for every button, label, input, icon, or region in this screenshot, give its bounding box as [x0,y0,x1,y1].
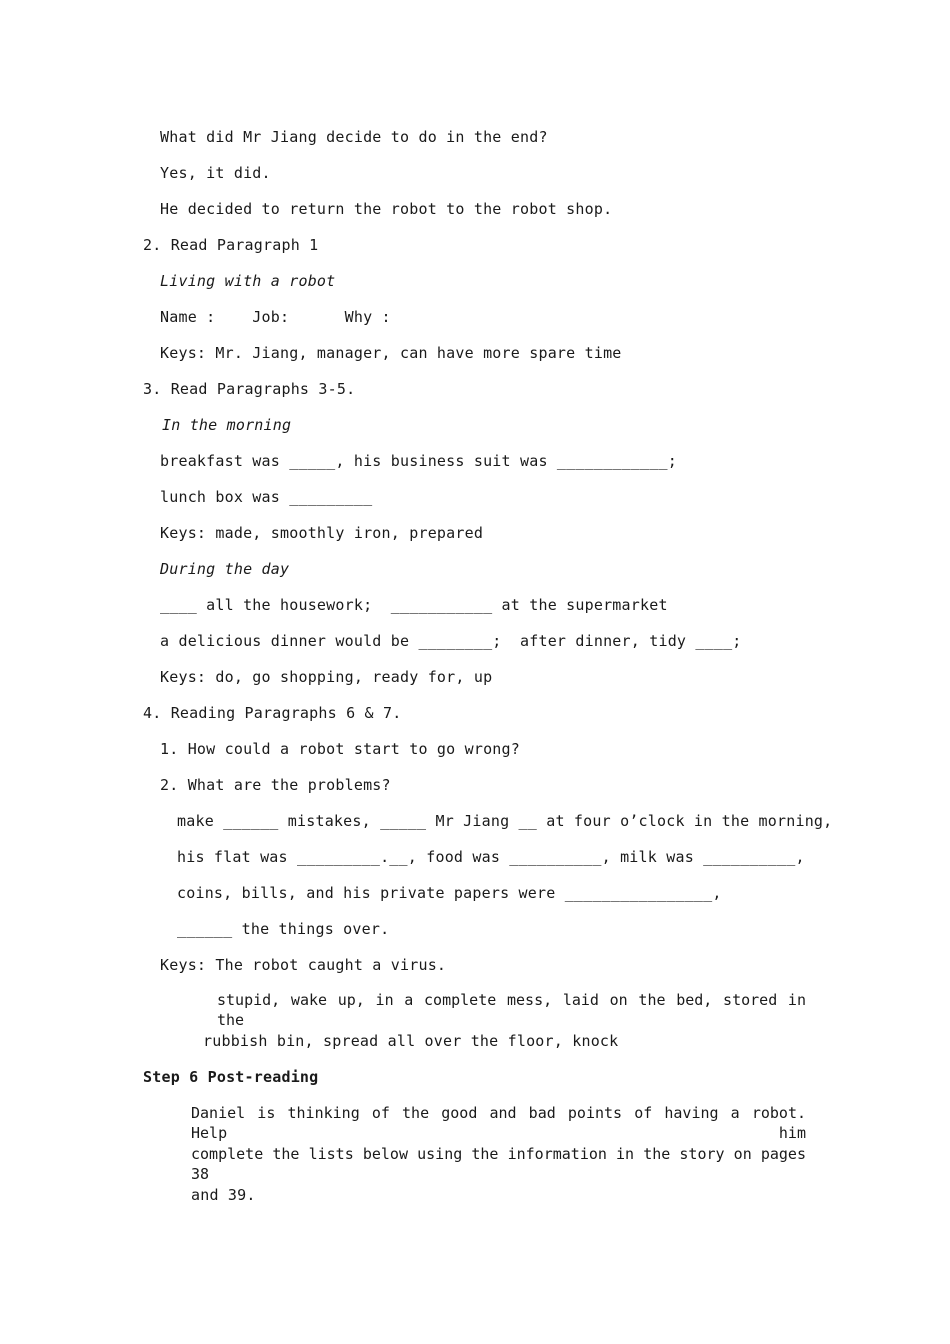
answer-yes: Yes, it did. [160,164,271,182]
step-6-paragraph-line-1: Daniel is thinking of the good and bad points of having a robot. Help him [191,1104,806,1142]
section-2-title: Living with a robot [160,272,336,290]
section-4-keys: Keys: The robot caught a virus. [160,956,447,974]
answer-return: He decided to return the robot to the robot shop. [160,200,613,218]
section-2-heading: 2. Read Paragraph 1 [143,236,319,254]
section-3-morning: In the morning [162,416,292,434]
section-4-question-2: 2. What are the problems? [160,776,391,794]
step-6-paragraph-line-2: complete the lists below using the information in the story on pages 38 [191,1145,806,1183]
section-4-problem-2: his flat was _________.__, food was __________, milk was __________, [177,848,805,866]
section-3-keys-2: Keys: do, go shopping, ready for, up [160,668,493,686]
step-6-paragraph-line-3: and 39. [191,1186,256,1204]
step-6-heading: Step 6 Post-reading [143,1068,319,1086]
section-3-keys-1: Keys: made, smoothly iron, prepared [160,524,484,542]
section-3-morning-line-1: breakfast was _____, his business suit was ____________; [160,452,677,470]
section-4-problem-3: coins, bills, and his private papers were ________________, [177,884,722,902]
question-end: What did Mr Jiang decide to do in the end? [160,128,548,146]
section-4-problem-1: make ______ mistakes, _____ Mr Jiang __ at four o’clock in the morning, [177,812,833,830]
section-4-keys-answers-1: stupid, wake up, in a complete mess, laid on the bed, stored in the [217,991,806,1029]
section-4-question-1: 1. How could a robot start to go wrong? [160,740,520,758]
section-4-problem-4: ______ the things over. [177,920,390,938]
section-3-heading: 3. Read Paragraphs 3-5. [143,380,356,398]
section-3-day-line-2: a delicious dinner would be ________; after dinner, tidy ____; [160,632,742,650]
section-4-heading: 4. Reading Paragraphs 6 & 7. [143,704,402,722]
section-3-day: During the day [160,560,290,578]
section-2-keys: Keys: Mr. Jiang, manager, can have more spare time [160,344,622,362]
section-3-day-line-1: ____ all the housework; ___________ at the supermarket [160,596,668,614]
section-2-fields: Name : Job: Why : [160,308,391,326]
section-3-morning-line-2: lunch box was _________ [160,488,373,506]
section-4-keys-answers-2: rubbish bin, spread all over the floor, knock [203,1032,619,1050]
